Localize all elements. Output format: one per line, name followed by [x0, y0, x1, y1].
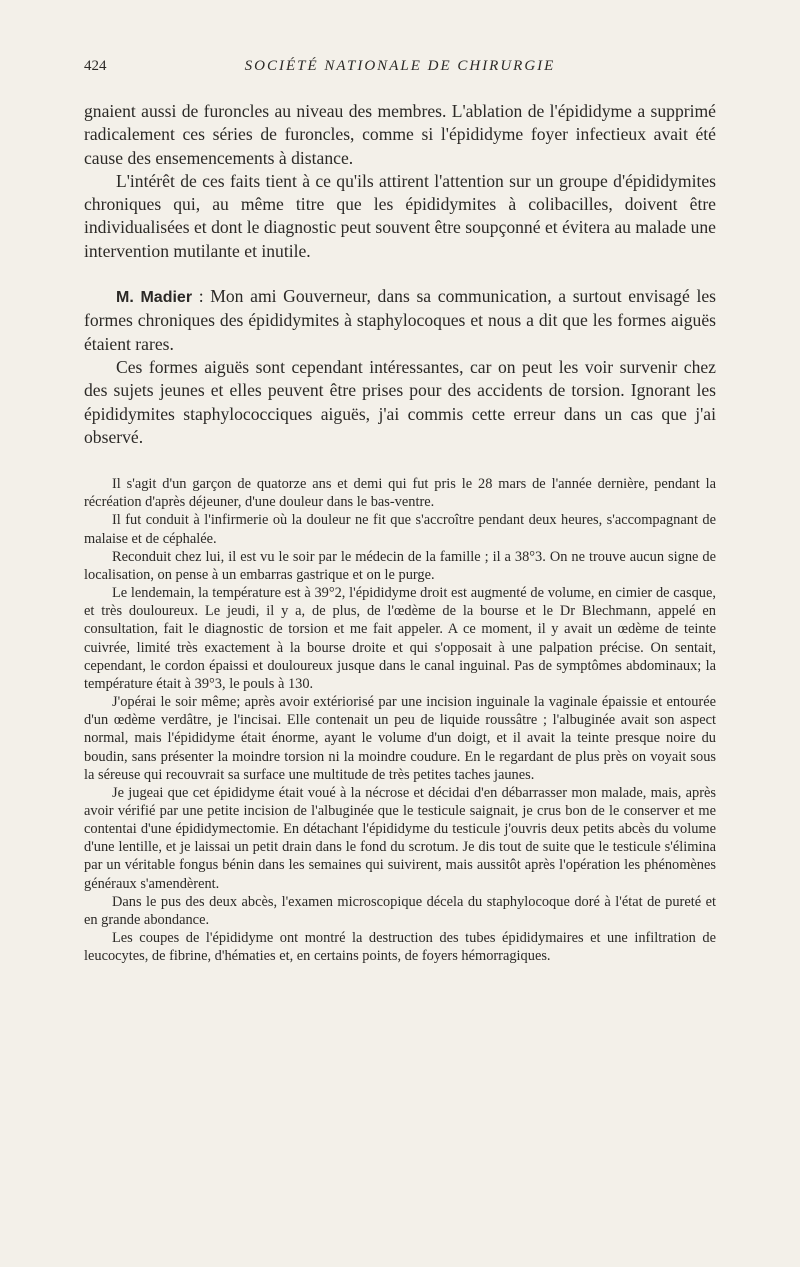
paragraph-3 [84, 285, 716, 356]
case-report [84, 475, 716, 965]
case-paragraph-6: Je jugeai que cet épididyme était voué à la nécrose et décidai d'en débarrasser mon malade, mais, après avoir vérifié par une petite incision de l'albuginée que le testicule saignait, je crus bon de le conserver et me contentai d'une épididymectomie. En détachant l'épididyme du testicule j'ouvris deux petits abcès du volume d'une lentille, et je laissai un petit drain dans le fond du scrotum. Je dis tout de suite que le testicule s'élimina par un véritable fongus bénin dans les semaines qui suivirent, mais aussitôt après l'opération les phénomènes généraux s'amendèrent. [84, 784, 716, 892]
case-paragraph-8: Les coupes de l'épididyme ont montré la destruction des tubes épididymaires et une infiltration de leucocytes, de fibrine, d'hématies et, en certains points, de foyers hémorragiques. [84, 930, 716, 965]
case-paragraph-4: Le lendemain, la température est à 39°2, l'épididyme droit est augmenté de volume, en cimier de casque, et très douloureux. Le jeudi, il y a, de plus, de l'œdème de la bourse et le Dr Blechmann, appelé en consultation, fait le diagnostic de torsion et me fait appeler. A ce moment, il y avait un œdème de teinte cuivrée, limité très exactement à la bourse droite et qui s'opposait à une palpation précise. On sentait, cependant, le cordon épaissi et douloureux jusque dans le canal inguinal. Pas de symptômes abdominaux; la température était à 39°3, le pouls à 130. [84, 585, 716, 692]
speaker-name: M. Madier [116, 289, 193, 307]
paragraph-4: Ces formes aiguës sont cependant intéressantes, car on peut les voir survenir chez des sujets jeunes et elles peuvent être prises pour des accidents de torsion. Ignorant les épididymites staphylococciques aiguës, j'ai commis cette erreur dans un cas que j'ai observé. [84, 356, 716, 447]
case-paragraph-7: Dans le pus des deux abcès, l'examen microscopique décela du staphylocoque doré à l'état de pureté et en grande abondance. [84, 893, 716, 928]
paragraph-1: gnaient aussi de furoncles au niveau des membres. L'ablation de l'épididyme a supprimé radicalement ces séries de furoncles, comme si l'épididyme foyer infectieux avait été cause des ensemencements à distance. [84, 101, 716, 168]
main-text [84, 100, 716, 449]
page-number: 424 [84, 58, 107, 74]
running-head: SOCIÉTÉ NATIONALE DE CHIRURGIE [244, 58, 556, 74]
page-header [84, 58, 716, 84]
paragraph-2: L'intérêt de ces faits tient à ce qu'ils attirent l'attention sur un groupe d'épididymites chroniques qui, au même titre que les épididymites à colibacilles, doivent être individualisées et dont le diagnostic peut souvent être soupçonné et évitera au malade une intervention mutilante et inutile. [84, 170, 716, 261]
case-paragraph-1: Il s'agit d'un garçon de quatorze ans et demi qui fut pris le 28 mars de l'année dernière, pendant la récréation d'après déjeuner, d'une douleur dans le bas-ventre. [84, 476, 716, 511]
case-paragraph-5: J'opérai le soir même; après avoir extériorisé par une incision inguinale la vaginale épaissie et entourée d'un œdème verdâtre, je l'incisai. Elle contenait un peu de liquide roussâtre ; l'albuginée avait son aspect normal, mais l'épididyme était énorme, ayant le volume d'un doigt, et il avait la teinte presque noire du boudin, sans présenter la moindre torsion ni la moindre coudure. En le regardant de plus près on voyait sous la séreuse qui recouvrait sa surface une multitude de très petites taches jaunes. [84, 694, 716, 783]
page-body [84, 100, 716, 965]
paragraph-3-text: : Mon ami Gouverneur, dans sa communication, a surtout envisagé les formes chroniques des épididymites à staphylocoques et nous a dit que les formes aiguës étaient rares. [84, 286, 716, 354]
case-paragraph-3: Reconduit chez lui, il est vu le soir par le médecin de la famille ; il a 38°3. On ne trouve aucun signe de localisation, on pense à un embarras gastrique et on le purge. [84, 548, 716, 583]
case-paragraph-2: Il fut conduit à l'infirmerie où la douleur ne fit que s'accroître pendant deux heures, s'accompagnant de malaise et de céphalée. [84, 512, 716, 547]
